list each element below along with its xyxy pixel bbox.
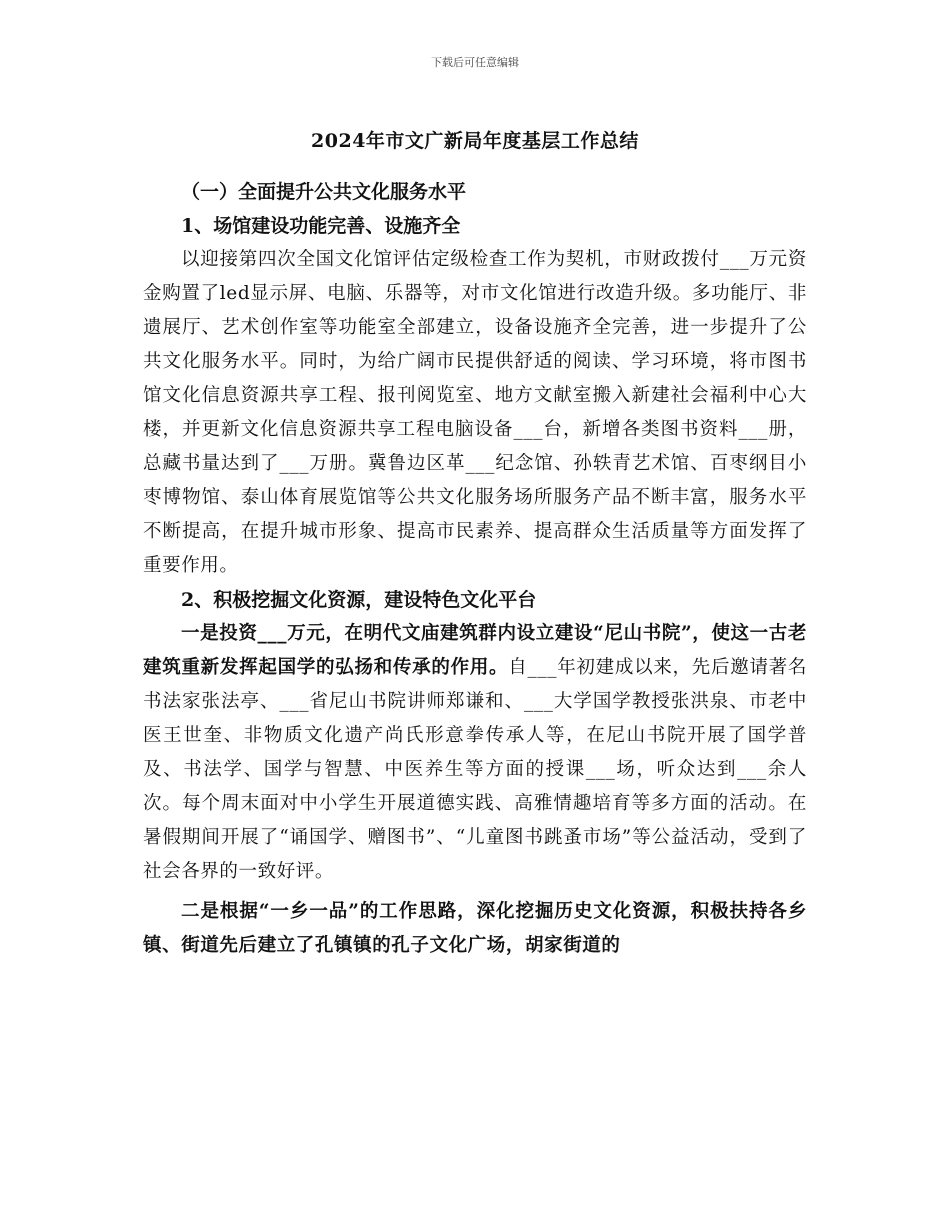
paragraph-3-bold: 二是根据“一乡一品”的工作思路，深化挖掘历史文化资源，积极扶持各乡镇、街道先后建立了孔镇镇的孔子文化广场，胡家街道的 (143, 901, 807, 956)
paragraph-2 (143, 617, 807, 889)
subsection-heading-1: 1、场馆建设功能完善、设施齐全 (181, 215, 461, 237)
subsection-heading-2: 2、积极挖掘文化资源，建设特色文化平台 (181, 589, 537, 611)
document-title: 2024年市文广新局年度基层工作总结 (311, 130, 639, 152)
paragraph-1: 以迎接第四次全国文化馆评估定级检查工作为契机，市财政拨付___万元资金购置了led显示屏、电脑、乐器等，对市文化馆进行改造升级。多功能厅、非遗展厅、艺术创作室等功能室全部建立，设备设施齐全完善，进一步提升了公共文化服务水平。同时，为给广阔市民提供舒适的阅读、学习环境，将市图书馆文化信息资源共享工程、报刊阅览室、地方文献室搬入新建社会福利中心大楼，并更新文化信息资源共享工程电脑设备___台，新增各类图书资料___册，总藏书量达到了___万册。冀鲁边区革___纪念馆、孙轶青艺术馆、百枣纲目小枣博物馆、泰山体育展览馆等公共文化服务场所服务产品不断丰富，服务水平不断提高，在提升城市形象、提高市民素养、提高群众生活质量等方面发挥了重要作用。 (143, 249, 807, 576)
paragraph-3 (143, 895, 807, 963)
paragraph-2-text: 自___年初建成以来，先后邀请著名书法家张法亭、___省尼山书院讲师郑谦和、___大学国学教授张洪泉、市老中医王世奎、非物质文化遗产尚氏形意拳传承人等，在尼山书院开展了国学普及、书法学、国学与智慧、中医养生等方面的授课___场，听众达到___余人次。每个周末面对中小学生开展道德实践、高雅情趣培育等多方面的活动。在暑假期间开展了“诵国学、赠图书”、“儿童图书跳蚤市场”等公益活动，受到了社会各界的一致好评。 (143, 657, 808, 882)
document-page (143, 118, 807, 963)
header-note: 下载后可任意编辑 (431, 56, 519, 69)
section-heading-1: （一）全面提升公共文化服务水平 (181, 181, 467, 203)
paragraph-2-bold: 一是投资___万元，在明代文庙建筑群内设立建设“尼山书院”，使这一古老建筑重新发挥起国学的弘扬和传承的作用。 (143, 623, 807, 678)
